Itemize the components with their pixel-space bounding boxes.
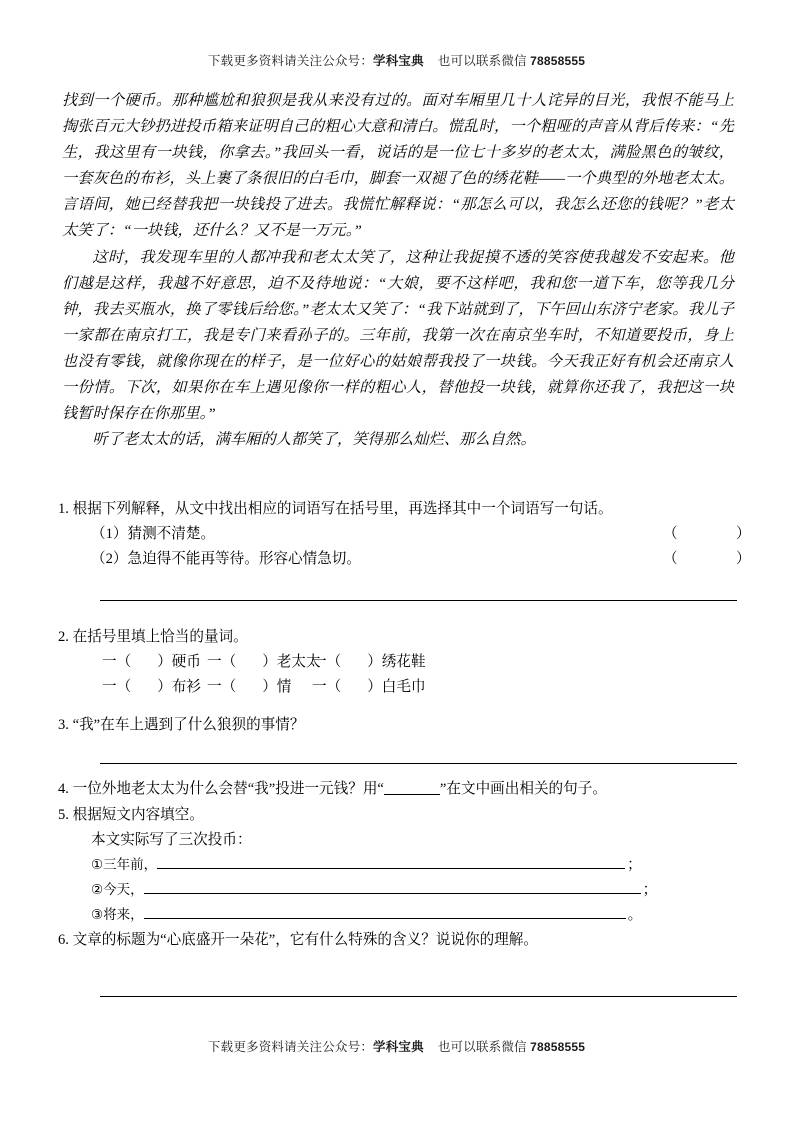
- question-4-inline-blank[interactable]: [384, 794, 440, 795]
- question-1-item-1: [91, 522, 758, 547]
- question-2-cell-2: [207, 650, 321, 675]
- question-2-cell-4: [102, 675, 207, 700]
- question-4-stem: [58, 777, 778, 802]
- footer-watermark-also: 也可以联系微信: [437, 1040, 527, 1054]
- question-3: [58, 713, 758, 738]
- question-5: [58, 803, 778, 928]
- question-3-answer-rule[interactable]: [100, 763, 737, 764]
- reading-passage: [62, 88, 734, 453]
- question-2-cell-6-prefix: 一（: [312, 679, 342, 695]
- footer-watermark-prefix: 下载更多资料请关注公众号：: [207, 1040, 374, 1054]
- question-1-answer-paren-right-1: ）: [736, 526, 751, 542]
- question-1-answer-paren-left-2: （: [663, 551, 678, 567]
- question-2-cell-1: [102, 650, 207, 675]
- question-2-cell-5-suffix: ）情: [262, 679, 292, 695]
- header-watermark-brand: 学科宝典: [373, 54, 424, 68]
- question-2-cell-3-suffix: ）绣花鞋: [367, 654, 426, 670]
- question-5-stem: 5. 根据短文内容填空。: [58, 807, 204, 823]
- question-5-item-3-end: 。: [627, 907, 643, 923]
- question-5-item-1-blank[interactable]: [157, 853, 625, 869]
- question-1-item-1-text: （1）猜测不清楚。: [91, 526, 216, 542]
- question-2-cell-6: [312, 675, 426, 700]
- question-2-cell-4-suffix: ）布衫: [157, 679, 201, 695]
- passage-paragraph-1: 找到一个硬币。那种尴尬和狼狈是我从来没有过的。面对车厢里几十人诧异的目光，我恨不能马上掏张百元大钞扔进投币箱来证明自己的粗心大意和清白。慌乱时，一个粗哑的声音从背后传来：“先生，我这里有一块钱，你拿去。”我回头一看，说话的是一位七十多岁的老太太，满脸黑色的皱纹，一套灰色的布衫，头上裹了条很旧的白毛巾，脚套一双褪了色的绣花鞋——一个典型的外地老太太。言语间，她已经替我把一块钱投了进去。我慌忙解释说：“那怎么可以，我怎么还您的钱呢？”老太太笑了：“一块钱，还什么？又不是一万元。”: [62, 92, 734, 240]
- question-4-text-after: ”在文中画出相关的句子。: [439, 781, 607, 797]
- question-1-stem: 1. 根据下列解释，从文中找出相应的词语写在括号里，再选择其中一个词语写一句话。: [58, 501, 613, 517]
- question-5-item-2-end: ；: [642, 882, 658, 898]
- question-5-item-2-label: ②今天，: [91, 882, 144, 898]
- header-watermark-wechat: 78858555: [530, 54, 586, 68]
- question-1-item-2: [91, 547, 758, 572]
- question-2-cell-5: [207, 675, 312, 700]
- header-watermark-prefix: 下载更多资料请关注公众号：: [207, 54, 374, 68]
- question-5-item-3-blank[interactable]: [144, 903, 626, 919]
- question-4: [58, 777, 778, 802]
- question-3-stem: 3. “我”在车上遇到了什么狼狈的事情？: [58, 717, 305, 733]
- question-6-answer-rule[interactable]: [100, 996, 737, 997]
- question-5-item-3-label: ③将来，: [91, 907, 144, 923]
- question-2-cell-6-suffix: ）白毛巾: [367, 679, 426, 695]
- passage-paragraph-3: 听了老太太的话，满车厢的人都笑了，笑得那么灿烂、那么自然。: [92, 431, 536, 449]
- passage-paragraph-2: 这时，我发现车里的人都冲我和老太太笑了，这种让我捉摸不透的笑容使我越发不安起来。他们越是这样，我越不好意思，迫不及待地说：“大娘，要不这样吧，我和您一道下车，您等我几分钟，我去买瓶水，换了零钱后给您。”老太太又笑了：“我下站就到了，下午回山东济宁老家。我儿子一家都在南京打工，我是专门来看孙子的。三年前，我第一次在南京坐车时，不知道要投币，身上也没有零钱，就像你现在的样子，是一位好心的姑娘帮我投了一块钱。今天我正好有机会还南京人一份情。下次，如果你在车上遇见像你一样的粗心人，替他投一块钱，就算你还我了，我把这一块钱暂时保存在你那里。”: [62, 248, 734, 423]
- footer-watermark-wechat: 78858555: [530, 1040, 586, 1054]
- question-2-cell-2-prefix: 一（: [207, 654, 237, 670]
- question-1: [58, 497, 758, 572]
- question-2-cell-1-suffix: ）硬币: [157, 654, 201, 670]
- question-5-lead: 本文实际写了三次投币：: [91, 832, 252, 848]
- question-6: [58, 928, 778, 953]
- question-1-answer-rule[interactable]: [100, 600, 737, 601]
- question-1-answer-paren-left-1: （: [663, 526, 678, 542]
- question-2-cell-3: [312, 650, 426, 675]
- question-2-row-2: [102, 675, 758, 700]
- header-watermark: [0, 51, 793, 69]
- footer-watermark: [0, 1037, 793, 1055]
- question-2-row-1: [102, 650, 758, 675]
- question-2-cell-2-suffix: ）老太太: [262, 654, 321, 670]
- question-5-item-3: [91, 903, 778, 928]
- footer-watermark-brand: 学科宝典: [373, 1040, 424, 1054]
- question-5-item-1-end: ；: [627, 857, 642, 873]
- question-2-stem: 2. 在括号里填上恰当的量词。: [58, 629, 248, 645]
- question-5-item-2: [91, 878, 778, 903]
- question-2: [58, 625, 758, 700]
- question-2-cell-5-prefix: 一（: [207, 679, 237, 695]
- question-1-item-2-text: （2）急迫得不能再等待。形容心情急切。: [91, 551, 361, 567]
- question-5-item-1: [91, 853, 778, 878]
- question-1-answer-paren-right-2: ）: [736, 551, 751, 567]
- question-5-item-1-label: ①三年前，: [91, 857, 158, 873]
- header-watermark-also: 也可以联系微信: [437, 54, 527, 68]
- question-6-stem: 6. 文章的标题为“心底盛开一朵花”，它有什么特殊的含义？说说你的理解。: [58, 932, 538, 948]
- question-4-text-before: 4. 一位外地老太太为什么会替“我”投进一元钱？用“: [58, 781, 384, 797]
- question-2-cell-4-prefix: 一（: [102, 679, 132, 695]
- question-2-cell-3-prefix: 一（: [312, 654, 342, 670]
- question-5-item-2-blank[interactable]: [144, 878, 641, 894]
- question-2-cell-1-prefix: 一（: [102, 654, 132, 670]
